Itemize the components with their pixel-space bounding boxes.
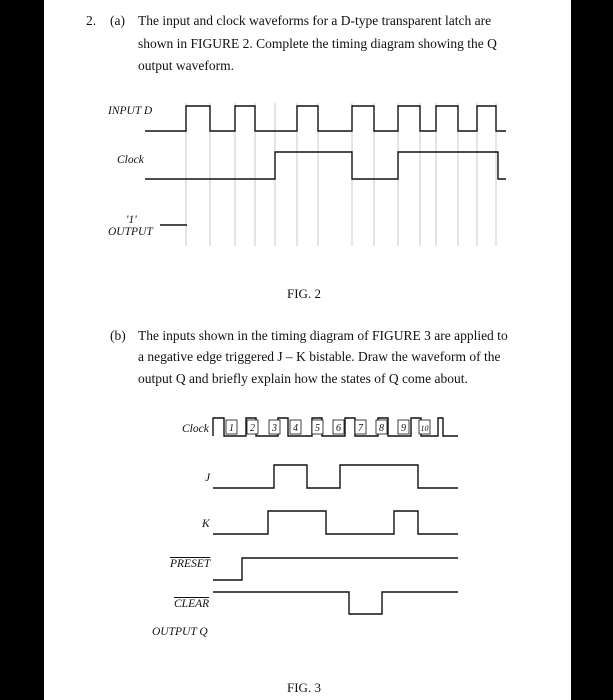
question-number: 2.: [86, 13, 97, 28]
part-a-line-3: output waveform.: [138, 58, 234, 73]
clock-number-label: 7: [358, 423, 363, 434]
part-b-line-1: The inputs shown in the timing diagram of FIGURE 3 are applied to: [138, 328, 508, 343]
fig3-caption: FIG. 3: [287, 680, 321, 695]
fig3-label-clock: Clock: [182, 423, 209, 435]
part-b-line-3: output Q and briefly explain how the states of Q come about.: [138, 371, 468, 386]
part-a-line-2: shown in FIGURE 2. Complete the timing diagram showing the Q: [138, 36, 497, 51]
fig3-preset-waveform: [213, 558, 458, 580]
fig3-label-preset: PRESET: [170, 558, 211, 570]
fig2-label-clock: Clock: [117, 154, 144, 166]
fig2-label-output: OUTPUT: [108, 226, 153, 238]
part-b-label: (b): [110, 328, 126, 343]
fig2-label-input-d: INPUT D: [108, 105, 153, 117]
fig3-label-output-q: OUTPUT Q: [152, 626, 208, 638]
clock-number-label: 10: [420, 424, 429, 433]
clock-number-label: 4: [293, 423, 298, 434]
fig3-label-j: J: [205, 472, 211, 484]
fig3-label-clear: CLEAR: [174, 598, 210, 610]
fig3-clear-waveform: [213, 592, 458, 614]
fig3-k-waveform: [213, 511, 458, 534]
clock-number-label: 1: [229, 423, 234, 434]
clock-number-label: 3: [272, 423, 277, 434]
fig3-label-k: K: [202, 518, 210, 530]
fig2-caption: FIG. 2: [287, 286, 321, 301]
clock-number-label: 8: [379, 423, 384, 434]
clock-number-label: 9: [401, 423, 406, 434]
part-a-line-1: The input and clock waveforms for a D-type transparent latch are: [138, 13, 492, 28]
fig2-label-q: '1': [126, 214, 137, 226]
clock-number-label: 2: [250, 423, 255, 434]
fig2-input-d-waveform: [145, 106, 506, 131]
fig2-gridlines: [186, 103, 496, 246]
clock-number-label: 5: [315, 423, 320, 434]
clock-number-label: 6: [336, 423, 341, 434]
fig3-clock-number-boxes: [226, 420, 430, 434]
fig2-clock-waveform: [145, 152, 506, 179]
part-b-line-2: a negative edge triggered J – K bistable. Draw the waveform of the: [138, 349, 501, 364]
part-a-label: (a): [110, 13, 125, 28]
fig3-j-waveform: [213, 465, 458, 488]
